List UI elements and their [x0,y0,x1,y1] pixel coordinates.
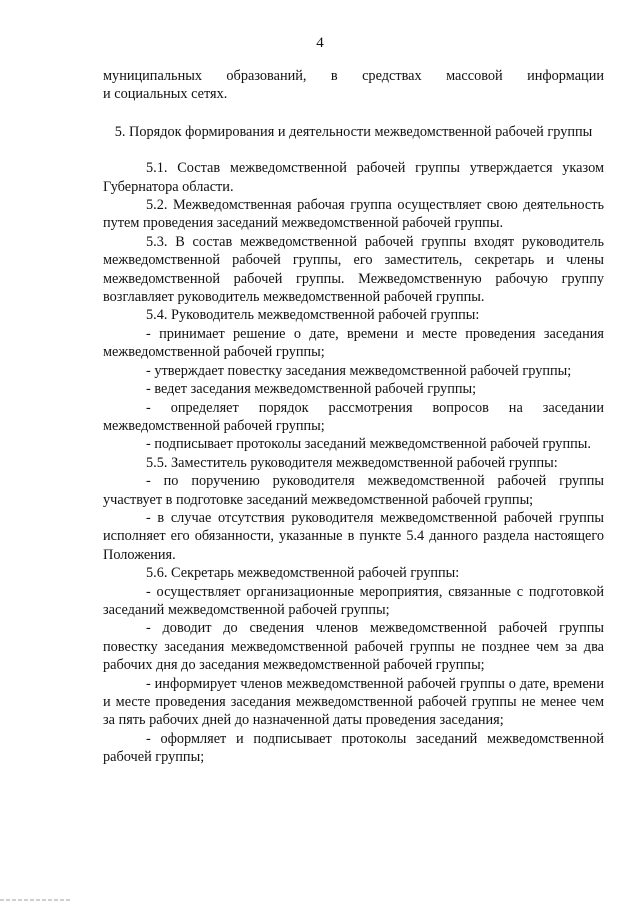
document-body [103,67,604,767]
list-item: - по поручению руководителя межведомственной рабочей группы участвует в подготовке заседаний межведомственной рабочей группы; [103,473,604,508]
list-item: - определяет порядок рассмотрения вопросов на заседании межведомственной рабочей группы; [103,399,604,434]
paragraph-5-2: 5.2. Межведомственная рабочая группа осуществляет свою деятельность путем проведения заседаний межведомственной рабочей группы. [103,197,604,232]
list-item: - осуществляет организационные мероприятия, связанные с подготовкой заседаний межведомственной рабочей группы; [103,583,604,618]
paragraph-5-1: 5.1. Состав межведомственной рабочей группы утверждается указом Губернатора области. [103,160,604,195]
list-item: - утверждает повестку заседания межведомственной рабочей группы; [146,362,572,379]
page-number: 4 [316,35,324,51]
list-item: - принимает решение о дате, времени и месте проведения заседания межведомственной рабочей группы; [103,325,604,361]
scan-footer-mark [0,899,70,901]
paragraph-5-6: 5.6. Секретарь межведомственной рабочей группы: [146,565,460,582]
paragraph-5-5: 5.5. Заместитель руководителя межведомственной рабочей группы: [146,454,558,471]
list-item: - информирует членов межведомственной рабочей группы о дате, времени и месте проведения заседания межведомственной рабочей группы не менее чем за пять рабочих дней до назначенной даты проведения заседания; [103,675,604,729]
list-item: - подписывает протоколы заседаний межведомственной рабочей группы. [146,436,591,453]
list-item: - ведет заседания межведомственной рабочей группы; [146,381,477,398]
list-item: - доводит до сведения членов межведомственной рабочей группы повестку заседания межведомственной рабочей группы не позднее чем за два рабочих дня до заседания межведомственной рабочей группы; [103,620,604,674]
section-heading: 5. Порядок формирования и деятельности межведомственной рабочей группы [114,123,593,140]
list-item: - в случае отсутствия руководителя межведомственной рабочей группы исполняет его обязанности, указанные в пункте 5.4 данного раздела настоящего Положения. [103,509,604,563]
paragraph-5-4: 5.4. Руководитель межведомственной рабочей группы: [146,307,480,324]
intro-line-2: и социальных сетях. [103,86,228,103]
paragraph-5-3: 5.3. В состав межведомственной рабочей группы входят руководитель межведомственной рабочей группы, его заместитель, секретарь и члены межведомственной рабочей группы. Межведомственную рабочую группу возглавляет руководитель межведомственной рабочей группы. [103,233,604,306]
list-item: - оформляет и подписывает протоколы заседаний межведомственной рабочей группы; [103,730,604,766]
intro-line-1: муниципальных образований, в средствах массовой информации [103,68,604,84]
